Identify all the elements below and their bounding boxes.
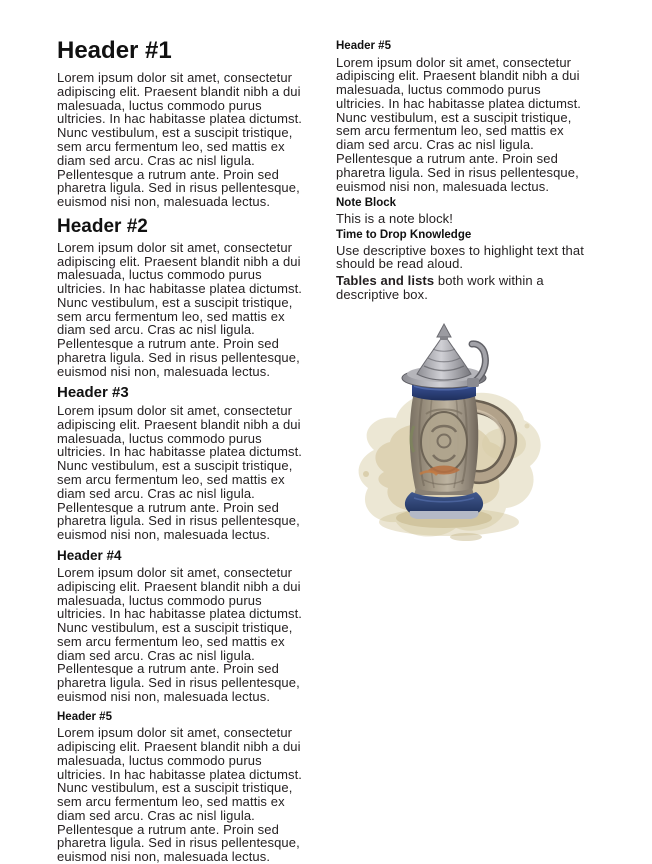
- note-block-body: This is a note block!: [336, 210, 453, 226]
- stein-finial: [437, 324, 451, 340]
- left-column: [57, 36, 310, 864]
- header-1: Header #1: [57, 37, 172, 64]
- tables-note-bold: Tables and lists: [336, 273, 435, 289]
- tables-note-rest: both work within a descriptive box.: [336, 273, 544, 302]
- paragraph-4: Lorem ipsum dolor sit amet, consectetur adipiscing elit. Praesent blandit nibh a dui malesuada, luctus commodo purus ultricies. In hac habitasse platea dictumst. Nunc vestibulum, est a suscipit tristique, sem arcu fermentum leo, sed mattis ex diam sed arcu. Cras ac nisl ligula. Pellentesque a rutrum ante. Proin sed pharetra ligula. Sed in risus pellentesque, euismod nisi non, malesuada lectus.: [57, 565, 303, 704]
- paragraph-2: Lorem ipsum dolor sit amet, consectetur adipiscing elit. Praesent blandit nibh a dui malesuada, luctus commodo purus ultricies. In hac habitasse platea dictumst. Nunc vestibulum, est a suscipit tristique, sem arcu fermentum leo, sed mattis ex diam sed arcu. Cras ac nisl ligula. Pellentesque a rutrum ante. Proin sed pharetra ligula. Sed in risus pellentesque, euismod nisi non, malesuada lectus.: [57, 239, 303, 379]
- paragraph-1: Lorem ipsum dolor sit amet, consectetur adipiscing elit. Praesent blandit nibh a dui malesuada, luctus commodo purus ultricies. In hac habitasse platea dictumst. Nunc vestibulum, est a suscipit tristique, sem arcu fermentum leo, sed mattis ex diam sed arcu. Cras ac nisl ligula. Pellentesque a rutrum ante. Proin sed pharetra ligula. Sed in risus pellentesque, euismod nisi non, malesuada lectus.: [57, 70, 303, 210]
- stein-base: [405, 488, 483, 519]
- paragraph-5: Lorem ipsum dolor sit amet, consectetur adipiscing elit. Praesent blandit nibh a dui malesuada, luctus commodo purus ultricies. In hac habitasse platea dictumst. Nunc vestibulum, est a suscipit tristique, sem arcu fermentum leo, sed mattis ex diam sed arcu. Cras ac nisl ligula. Pellentesque a rutrum ante. Proin sed pharetra ligula. Sed in risus pellentesque, euismod nisi non, malesuada lectus.: [57, 725, 303, 864]
- note-block-title: Note Block: [336, 197, 397, 210]
- header-5-right: Header #5: [336, 40, 391, 52]
- header-5-left: Header #5: [57, 710, 112, 723]
- knowledge-title: Time to Drop Knowledge: [336, 229, 472, 242]
- beer-stein-svg: [344, 322, 554, 562]
- beer-stein-illustration: [344, 322, 554, 562]
- paragraph-3: Lorem ipsum dolor sit amet, consectetur adipiscing elit. Praesent blandit nibh a dui malesuada, luctus commodo purus ultricies. In hac habitasse platea dictumst. Nunc vestibulum, est a suscipit tristique, sem arcu fermentum leo, sed mattis ex diam sed arcu. Cras ac nisl ligula. Pellentesque a rutrum ante. Proin sed pharetra ligula. Sed in risus pellentesque, euismod nisi non, malesuada lectus.: [57, 403, 303, 543]
- knowledge-body: Use descriptive boxes to highlight text that should be read aloud.: [336, 242, 584, 272]
- header-2: Header #2: [57, 215, 148, 237]
- stein-body: [410, 392, 479, 492]
- header-3: Header #3: [57, 384, 129, 402]
- paragraph-6: Lorem ipsum dolor sit amet, consectetur adipiscing elit. Praesent blandit nibh a dui malesuada, luctus commodo purus ultricies. In hac habitasse platea dictumst. Nunc vestibulum, est a suscipit tristique, sem arcu fermentum leo, sed mattis ex diam sed arcu. Cras ac nisl ligula. Pellentesque a rutrum ante. Proin sed pharetra ligula. Sed in risus pellentesque, euismod nisi non, malesuada lectus.: [336, 54, 582, 194]
- header-4: Header #4: [57, 547, 122, 563]
- tables-note: [336, 274, 589, 302]
- right-column: [336, 36, 589, 844]
